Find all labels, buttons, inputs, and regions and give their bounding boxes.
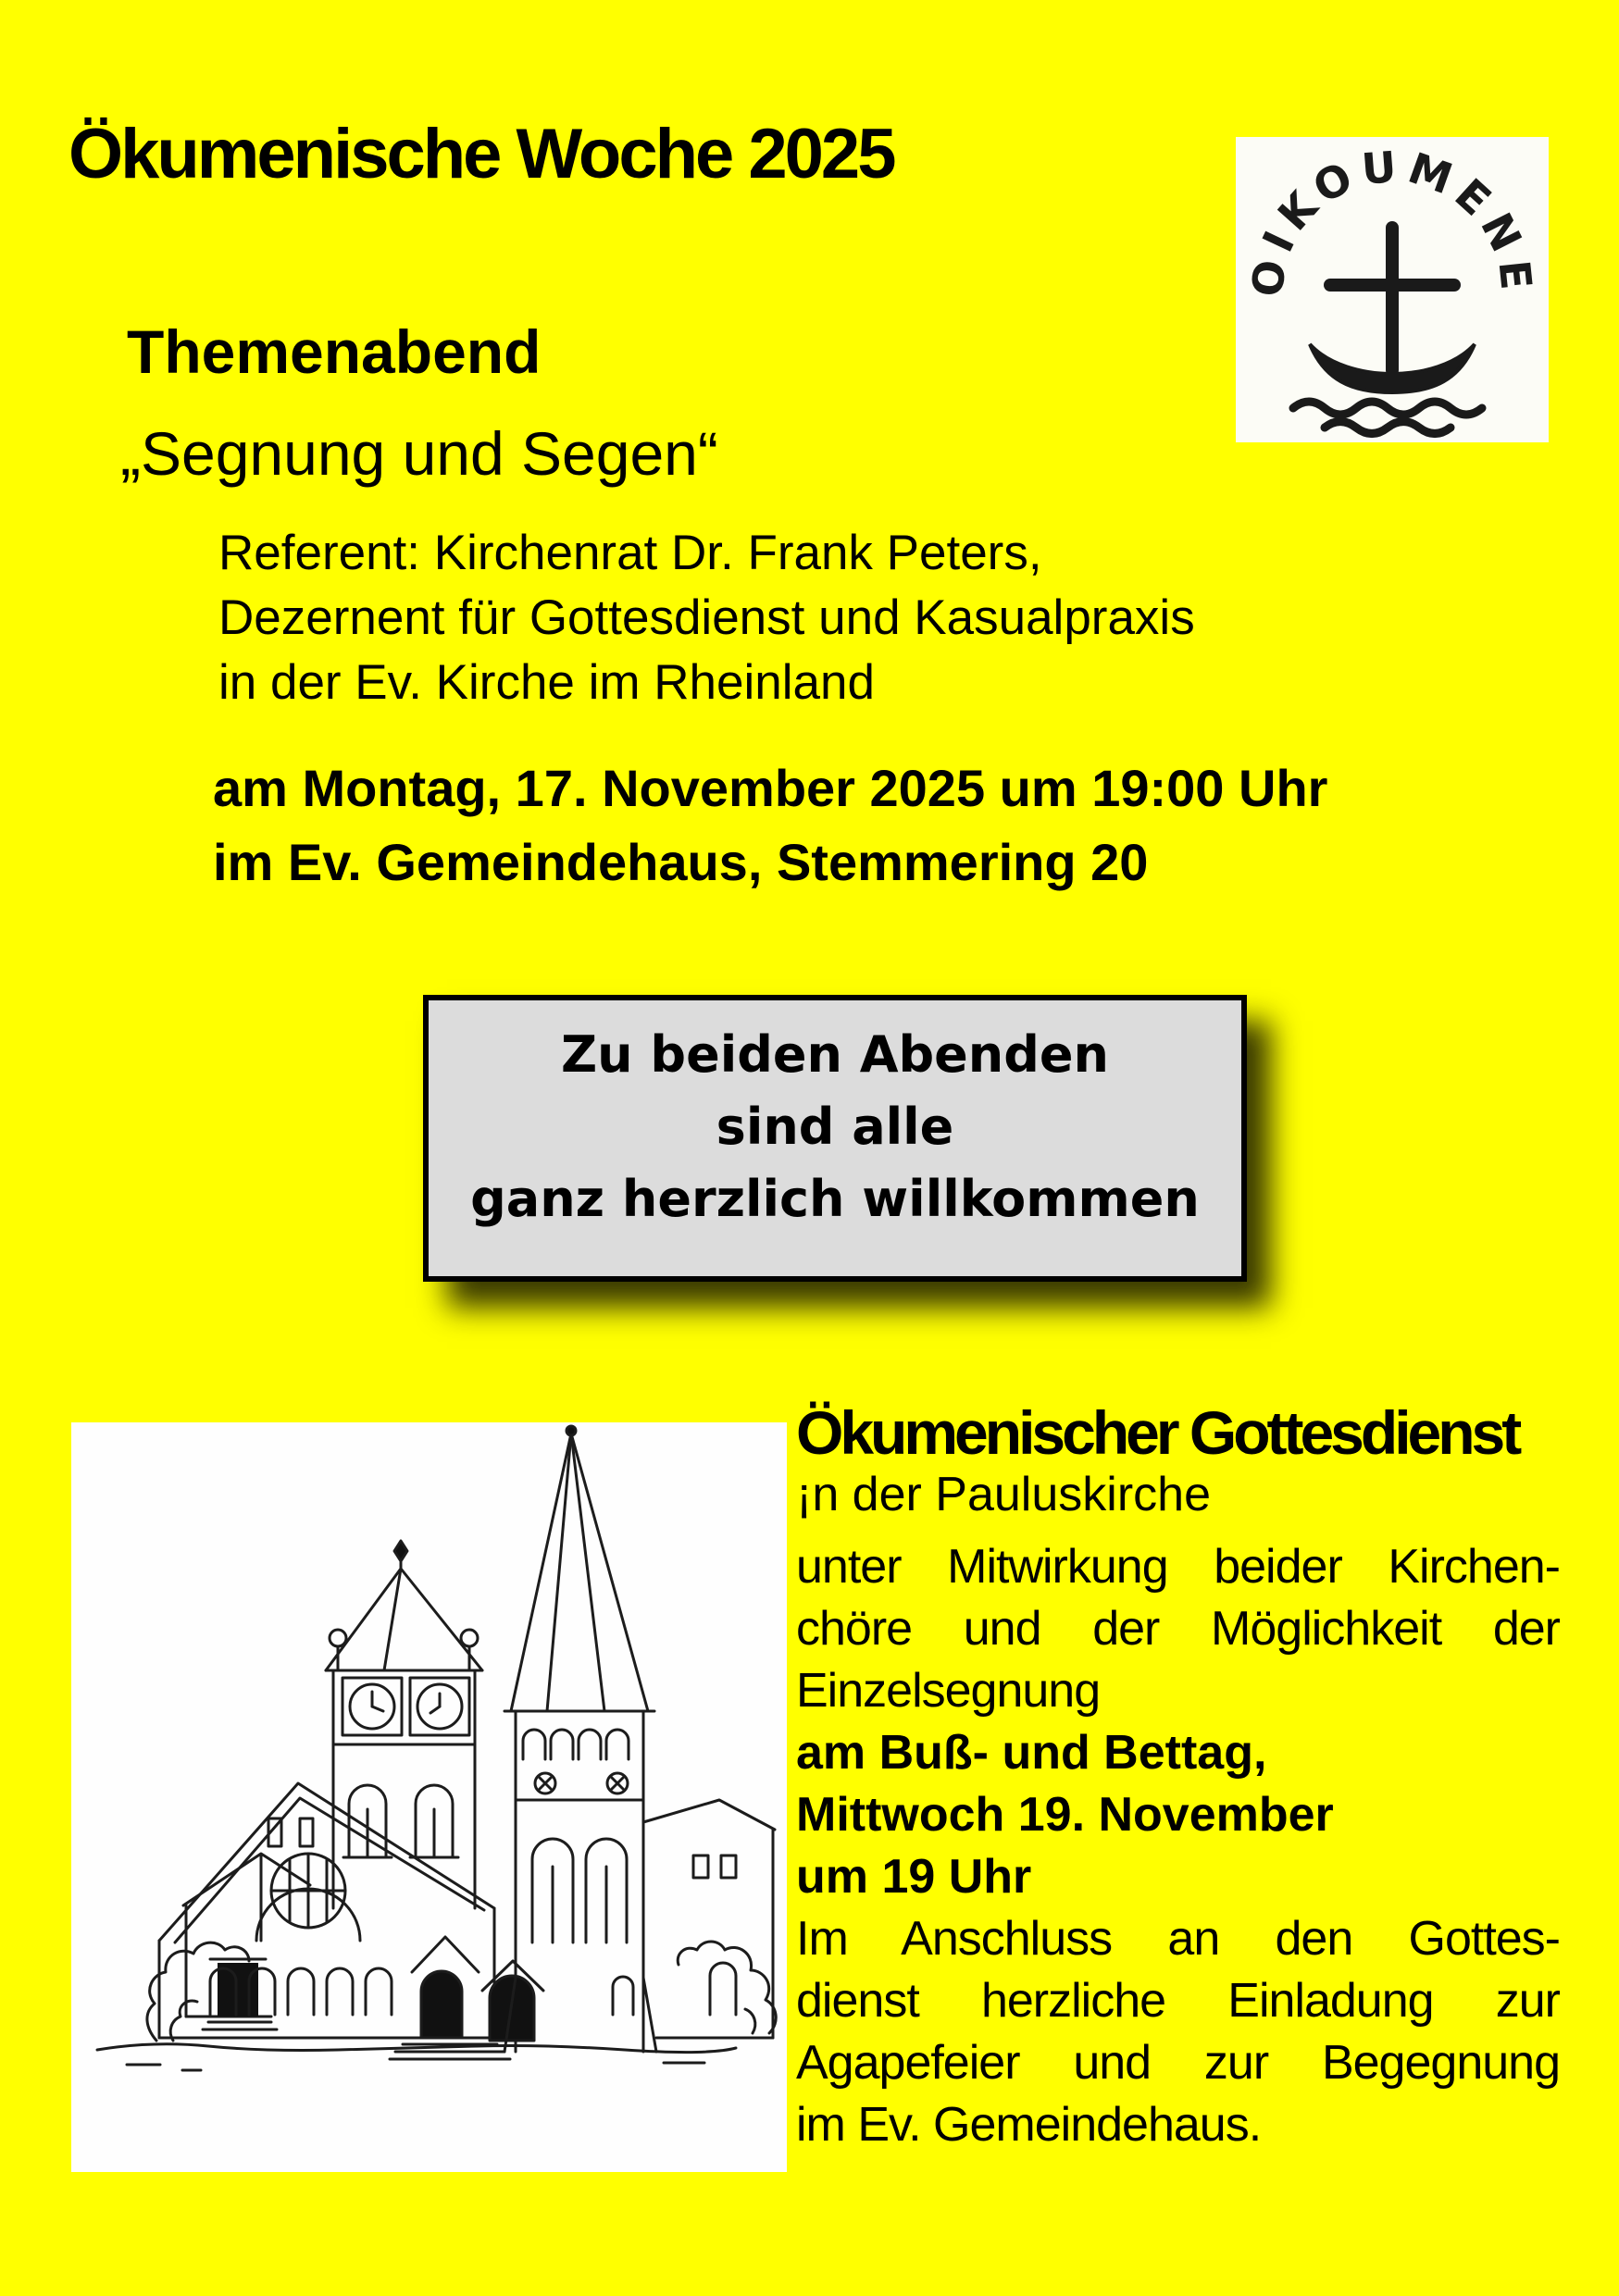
service-date-line: am Buß- und Bettag, bbox=[796, 1726, 1267, 1780]
church-line-art bbox=[71, 1422, 787, 2172]
church-drawing bbox=[71, 1422, 787, 2172]
boat-cross-icon bbox=[1236, 137, 1549, 442]
speaker-line: Referent: Kirchenrat Dr. Frank Peters, bbox=[218, 526, 1042, 580]
service-text-line: chöre und der Möglichkeit der bbox=[796, 1602, 1560, 1656]
event-place-line: im Ev. Gemeindehaus, Stemmering 20 bbox=[213, 833, 1149, 891]
oikoumene-logo bbox=[1236, 137, 1549, 442]
speaker-line: in der Ev. Kirche im Rheinland bbox=[218, 655, 875, 710]
service-date-line: um 19 Uhr bbox=[796, 1850, 1032, 1904]
service-text-line: Im Anschluss an den Gottes- bbox=[796, 1912, 1560, 1966]
service-text-line: Agapefeier und zur Begegnung bbox=[796, 2036, 1560, 2090]
service-text-line: unter Mitwirkung beider Kirchen- bbox=[796, 1540, 1560, 1594]
logo-text: OIKOUMENE bbox=[1241, 141, 1543, 300]
welcome-line: Zu beiden Abenden bbox=[561, 1025, 1109, 1084]
service-text-line: Einzelsegnung bbox=[796, 1664, 1101, 1718]
service-location: ¡n der Pauluskirche bbox=[796, 1468, 1211, 1521]
speaker-line: Dezernent für Gottesdienst und Kasualpraxis bbox=[218, 590, 1195, 645]
event-date-line: am Montag, 17. November 2025 um 19:00 Uhr bbox=[213, 759, 1328, 817]
service-column bbox=[796, 1397, 1560, 2156]
service-text-line: im Ev. Gemeindehaus. bbox=[796, 2098, 1262, 2152]
theme-subtitle: „Segnung und Segen“ bbox=[120, 419, 718, 488]
speaker-paragraph bbox=[218, 521, 1195, 715]
welcome-banner bbox=[423, 995, 1247, 1282]
service-heading: Ökumenischer Gottesdienst bbox=[796, 1398, 1519, 1467]
welcome-line: ganz herzlich willkommen bbox=[470, 1170, 1200, 1228]
service-date-line: Mittwoch 19. November bbox=[796, 1788, 1334, 1842]
page-title: Ökumenische Woche 2025 bbox=[68, 115, 894, 193]
welcome-line: sind alle bbox=[716, 1098, 954, 1156]
service-text-line: dienst herzliche Einladung zur bbox=[796, 1974, 1560, 2028]
section-heading-themenabend: Themenabend bbox=[127, 317, 542, 386]
event-datetime-block bbox=[213, 751, 1327, 900]
